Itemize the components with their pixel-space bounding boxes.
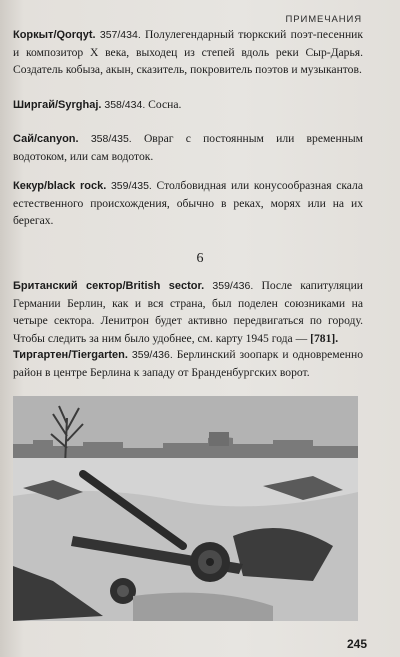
note-ref: 359/436. — [131, 349, 173, 361]
tiergarten-photo — [13, 396, 358, 621]
note-term: Британский сектор/British sector. — [13, 280, 205, 292]
note-ref: 358/434. — [104, 99, 146, 111]
note-entry-canyon — [13, 130, 363, 165]
note-entry-tiergarten — [13, 346, 363, 381]
note-entry-syrghaj — [13, 96, 363, 114]
note-ref: 358/435. — [90, 133, 132, 145]
note-term: Тиргартен/Tiergarten. — [13, 349, 128, 361]
photo-illustration — [13, 396, 358, 621]
note-term: Ширгай/Syrghaj. — [13, 99, 102, 111]
map-reference-link[interactable]: [781]. — [310, 331, 339, 345]
note-text: Сосна. — [148, 98, 182, 111]
note-entry-qorqyt — [13, 26, 363, 79]
note-text: Овраг с постоянным или временным водотоком, или сам водоток. — [13, 132, 363, 164]
section-number: 6 — [196, 251, 204, 266]
note-ref: 359/435. — [110, 180, 152, 192]
note-term: Сай/canyon. — [13, 133, 79, 145]
note-ref: 357/434. — [99, 29, 141, 41]
note-text: Берлинский зоопарк и одновременно район в центре Берлина к западу от Бранденбургских ворот. — [13, 348, 363, 380]
note-ref: 359/436. — [212, 280, 254, 292]
running-head: ПРИМЕЧАНИЯ — [285, 14, 362, 25]
note-text: Столбовидная или конусообразная скала естественного происхождения, обычно в реках, морях или на их берегах. — [13, 179, 363, 228]
note-text: Полулегендарный тюркский поэт-песенник и композитор X века, выходец из степей вдоль реки Сыр-Дарья. Создатель кобыза, акын, сказитель, покровитель поэтов и музыкантов. — [13, 28, 363, 77]
note-term: Кекур/black rock. — [13, 180, 107, 192]
note-term: Коркыт/Qorqyt. — [13, 29, 96, 41]
note-entry-black-rock — [13, 177, 363, 230]
note-entry-british-sector — [13, 277, 363, 347]
page-number: 245 — [346, 637, 367, 651]
note-text: После капитуляции Германии Берлин, как и вся страна, был поделен союзниками на четыре сектора. Ленитрон будет активно передвигаться по городу. Чтобы следить за ним было удобнее, см. карту 1945 года — — [13, 279, 363, 345]
